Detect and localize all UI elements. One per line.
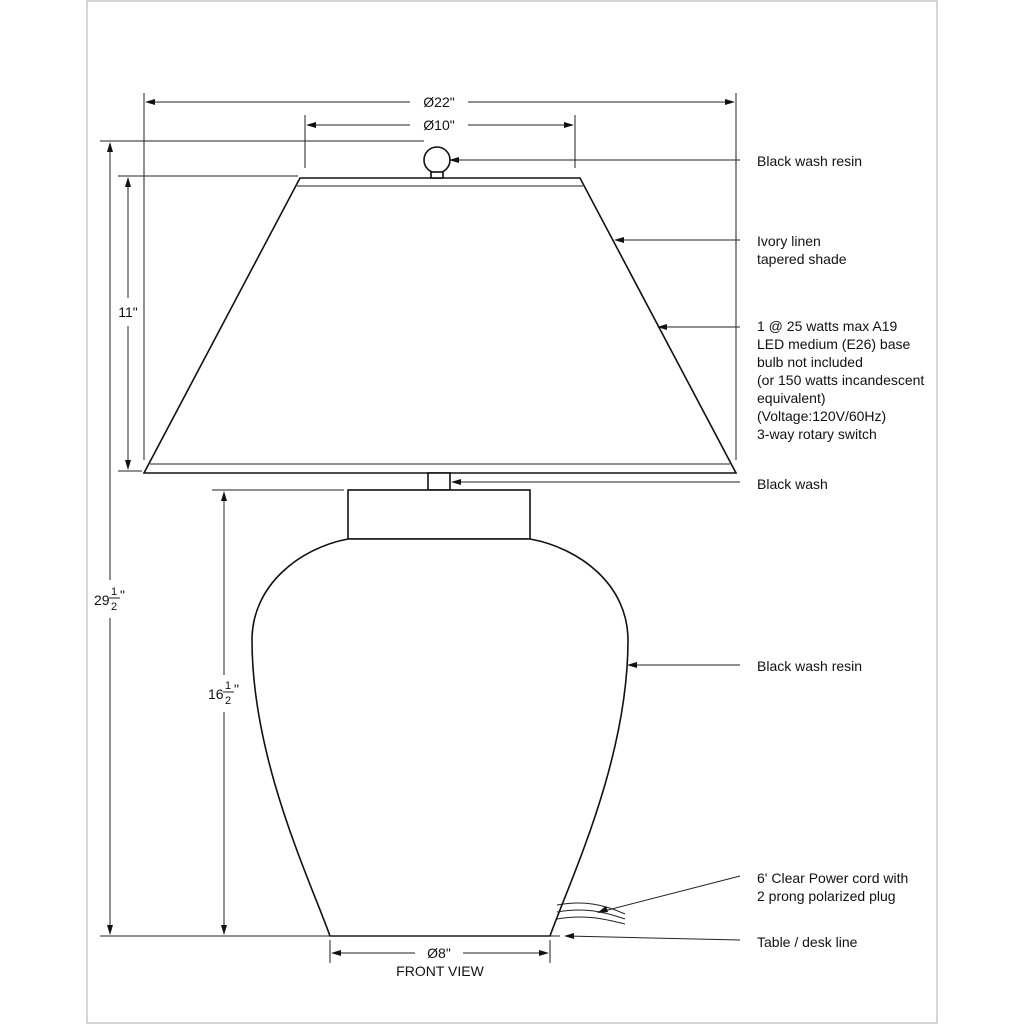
svg-text:1: 1 [110, 586, 118, 598]
dim-11-arrow-top [125, 177, 131, 187]
leader-table [567, 936, 740, 940]
view-title: FRONT VIEW [396, 963, 484, 979]
dim-10-arrow-right [564, 122, 574, 128]
leader-body-arrow [627, 662, 637, 668]
svg-text:2: 2 [110, 601, 118, 613]
svg-text:1: 1 [224, 680, 232, 692]
leader-table-arrow [564, 933, 574, 939]
callout-body: Black wash resin [757, 658, 863, 674]
callout-shade-line1: Ivory linen [757, 233, 821, 249]
leader-cord-arrow [597, 906, 608, 913]
dim-16-arrow-bottom [221, 925, 227, 935]
leader-shade-arrow [614, 237, 624, 243]
dim-11-arrow-bottom [125, 460, 131, 470]
callout-bulb-line2: LED medium (E26) base [757, 336, 911, 352]
dim-top-diameter: Ø10" [423, 117, 455, 133]
callout-bulb-line6: (Voltage:120V/60Hz) [757, 408, 887, 424]
dim-overall-height [94, 586, 125, 613]
dim-shade-height: 11" [118, 304, 138, 320]
callout-finial: Black wash resin [757, 153, 863, 169]
lamp-body [252, 539, 628, 936]
svg-text:": " [120, 587, 125, 603]
dim-16-arrow-top [221, 491, 227, 501]
lamp-shade [144, 178, 736, 473]
callout-bulb-line7: 3-way rotary switch [757, 426, 877, 442]
dim-shade-diameter: Ø22" [423, 94, 455, 110]
callout-bulb-line5: equivalent) [757, 390, 826, 406]
callout-cord-line1: 6' Clear Power cord with [757, 870, 909, 886]
callout-bulb-line3: bulb not included [757, 354, 863, 370]
lamp-neck [428, 473, 450, 490]
dim-8-arrow-right [539, 950, 549, 956]
callout-neck: Black wash [757, 476, 828, 492]
callout-table-line: Table / desk line [757, 934, 858, 950]
lamp-collar [348, 490, 530, 539]
dim-8-arrow-left [331, 950, 341, 956]
dim-base-diameter: Ø8" [427, 945, 451, 961]
leader-neck-arrow [451, 479, 461, 485]
finial-ball [424, 147, 450, 173]
callout-shade-line2: tapered shade [757, 251, 847, 267]
svg-text:16: 16 [208, 686, 224, 702]
power-cord [557, 903, 625, 924]
dim-22-arrow-left [145, 99, 155, 105]
dim-22-arrow-right [725, 99, 735, 105]
dim-base-height [208, 680, 239, 707]
dim-29-arrow-top [107, 142, 113, 152]
callout-cord-line2: 2 prong polarized plug [757, 888, 896, 904]
callout-bulb-line4: (or 150 watts incandescent [757, 372, 925, 388]
leader-cord [600, 876, 740, 912]
svg-text:29: 29 [94, 592, 110, 608]
dim-10-arrow-left [306, 122, 316, 128]
dim-29-arrow-bottom [107, 925, 113, 935]
callout-bulb-line1: 1 @ 25 watts max A19 [757, 318, 898, 334]
finial-base [431, 172, 443, 178]
svg-text:": " [234, 681, 239, 697]
svg-text:2: 2 [224, 695, 232, 707]
